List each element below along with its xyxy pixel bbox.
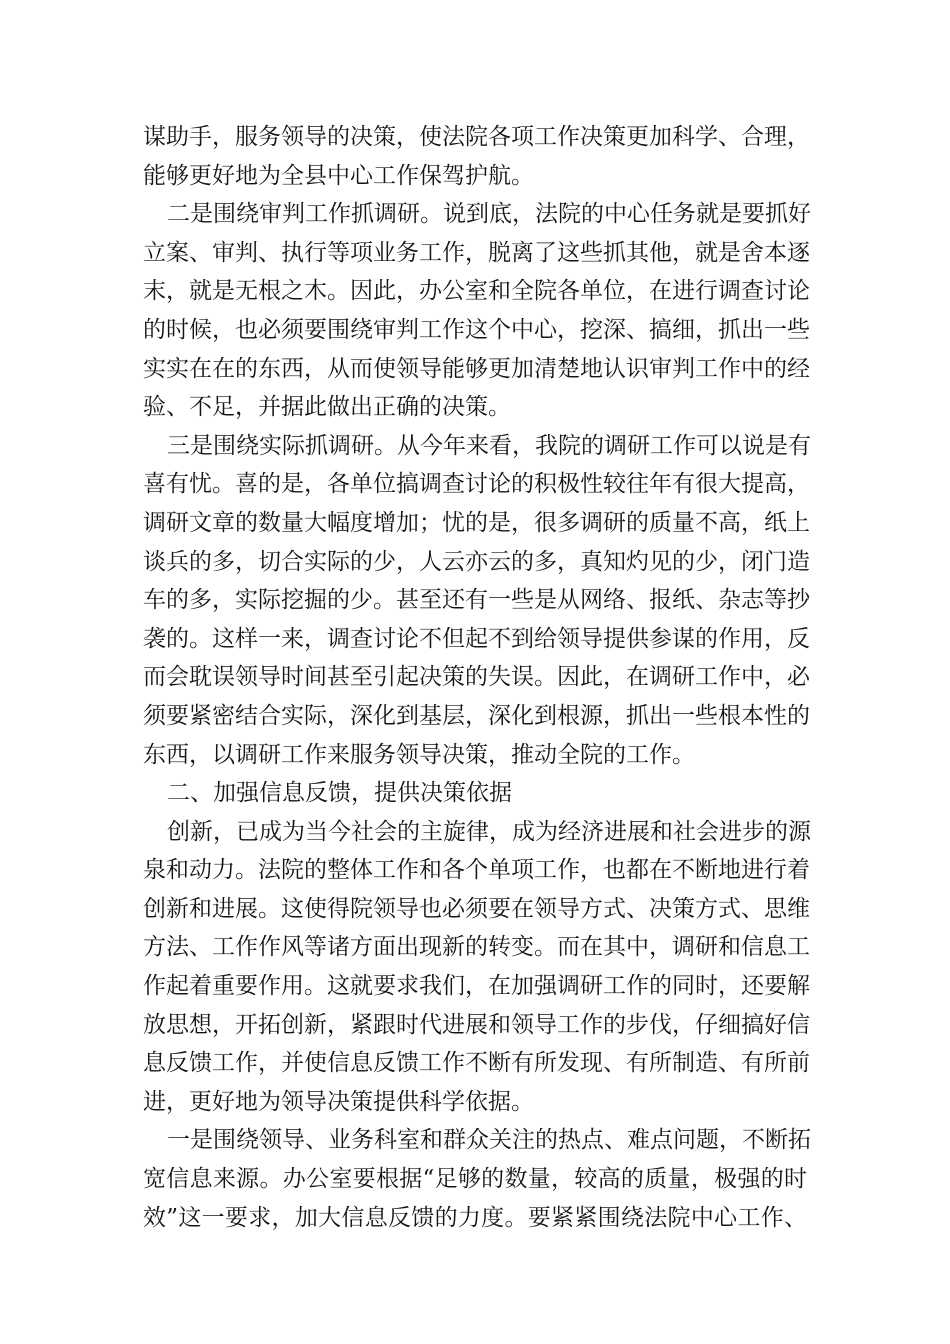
text-line: 喜有忧。喜的是，各单位搞调查讨论的积极性较往年有很大提高， xyxy=(143,471,810,498)
text-line: 进，更好地为领导决策提供科学依据。 xyxy=(143,1088,534,1115)
text-line: 二是围绕审判工作抓调研。说到底，法院的中心任务就是要抓好 xyxy=(167,201,811,228)
text-line: 立案、审判、执行等项业务工作，脱离了这些抓其他，就是舍本逐 xyxy=(143,239,810,266)
text-line: 的时候，也必须要围绕审判工作这个中心，挖深、搞细，抓出一些 xyxy=(143,316,810,343)
text-line: 三是围绕实际抓调研。从今年来看，我院的调研工作可以说是有 xyxy=(167,432,811,459)
document-body xyxy=(143,118,811,1237)
text-line: 末，就是无根之木。因此，办公室和全院各单位，在进行调查讨论 xyxy=(143,278,810,305)
text-line: 创新和进展。这使得院领导也必须要在领导方式、决策方式、思维 xyxy=(143,895,810,922)
text-line: 息反馈工作，并使信息反馈工作不断有所发现、有所制造、有所前 xyxy=(143,1050,810,1077)
text-line: 袭的。这样一来，调查讨论不但起不到给领导提供参谋的作用，反 xyxy=(143,625,810,652)
text-line: 车的多，实际挖掘的少。甚至还有一些是从网络、报纸、杂志等抄 xyxy=(143,587,810,614)
text-line: 调研文章的数量大幅度增加；忧的是，很多调研的质量不高，纸上 xyxy=(143,509,810,536)
text-line: 方法、工作作风等诸方面出现新的转变。而在其中，调研和信息工 xyxy=(143,934,810,961)
text-line: 须要紧密结合实际，深化到基层，深化到根源，抓出一些根本性的 xyxy=(143,702,810,729)
text-line: 二、加强信息反馈，提供决策依据 xyxy=(167,780,512,807)
text-line: 谋助手，服务领导的决策，使法院各项工作决策更加科学、合理， xyxy=(143,124,810,150)
text-line: 一是围绕领导、业务科室和群众关注的热点、难点问题，不断拓 xyxy=(167,1127,811,1154)
text-line: 谈兵的多，切合实际的少，人云亦云的多，真知灼见的少，闭门造 xyxy=(143,548,810,575)
text-line: 宽信息来源。办公室要根据“足够的数量，较高的质量，极强的时 xyxy=(143,1166,807,1193)
text-line: 泉和动力。法院的整体工作和各个单项工作，也都在不断地进行着 xyxy=(143,857,810,884)
text-line: 验、不足，并据此做出正确的决策。 xyxy=(143,394,511,421)
text-line: 效”这一要求，加大信息反馈的力度。要紧紧围绕法院中心工作、 xyxy=(143,1204,807,1231)
text-line: 而会耽误领导时间甚至引起决策的失误。因此，在调研工作中，必 xyxy=(143,664,810,691)
text-line: 能够更好地为全县中心工作保驾护航。 xyxy=(143,162,534,189)
text-line: 放思想，开拓创新，紧跟时代进展和领导工作的步伐，仔细搞好信 xyxy=(143,1011,810,1038)
text-line: 创新，已成为当今社会的主旋律，成为经济进展和社会进步的源 xyxy=(167,818,811,845)
text-line: 作起着重要作用。这就要求我们，在加强调研工作的同时，还要解 xyxy=(143,973,810,1000)
text-line: 东西，以调研工作来服务领导决策，推动全院的工作。 xyxy=(143,741,695,768)
text-line: 实实在在的东西，从而使领导能够更加清楚地认识审判工作中的经 xyxy=(143,355,810,382)
